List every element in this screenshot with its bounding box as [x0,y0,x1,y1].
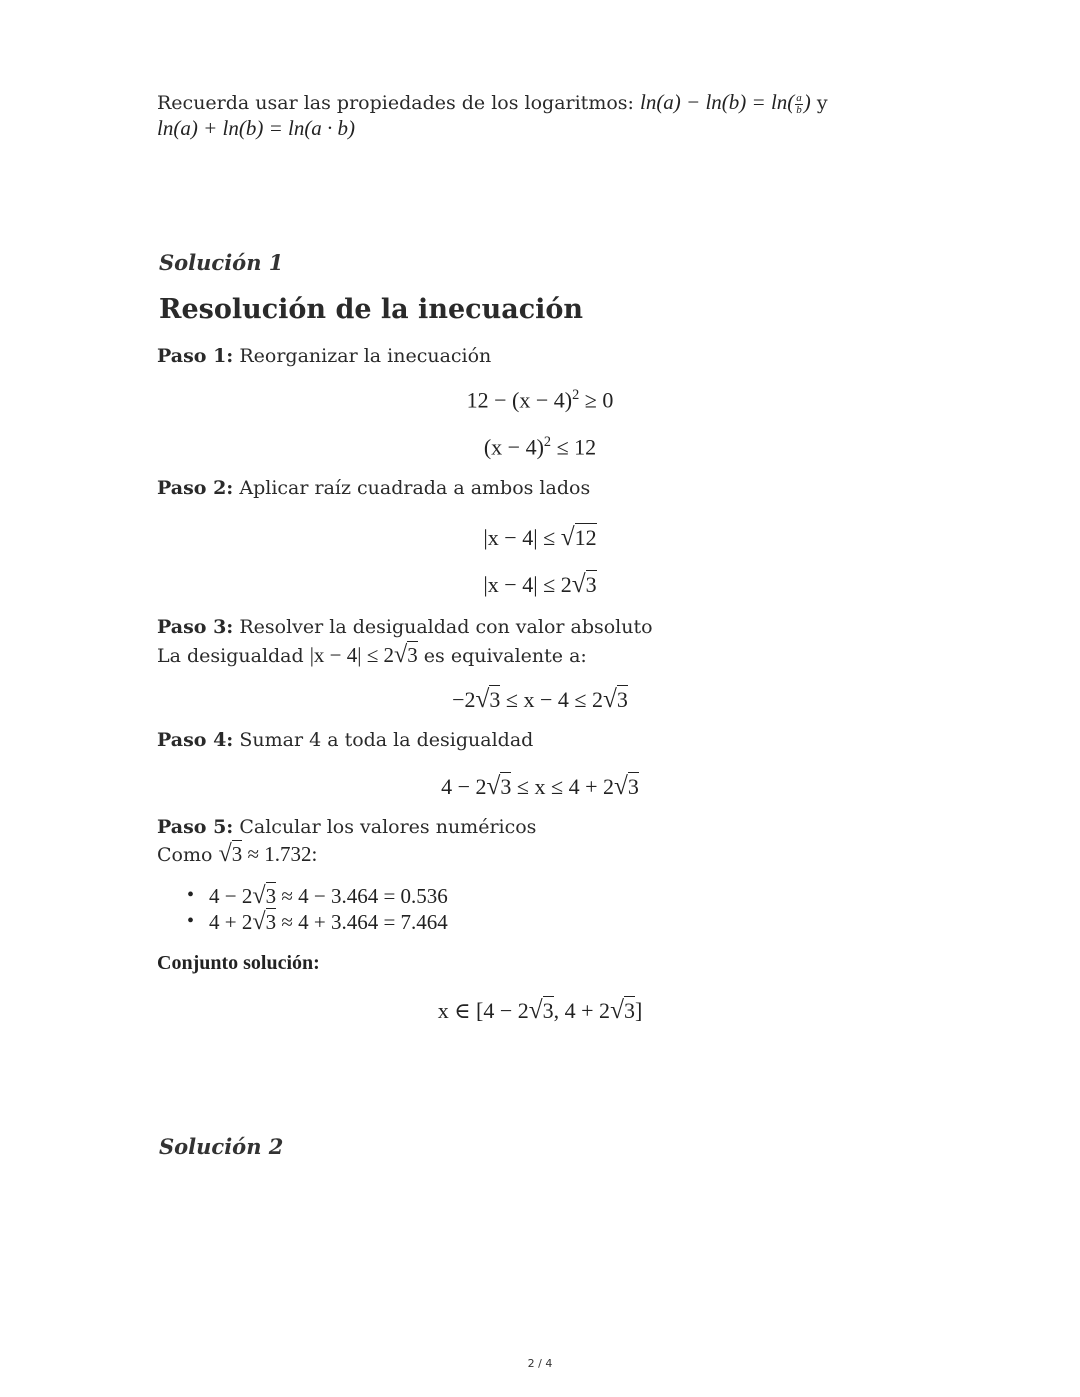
step-4-label: Paso 4: [157,729,234,751]
step-1-equation-2: $(x - 4)^2 \le 12$ [483,434,597,460]
intro-text: Recuerda usar las propiedades de los logaritmos: [157,92,634,114]
solution-1-label: Solución 1 [159,250,284,275]
step-2-text: Aplicar raíz cuadrada a ambos lados [239,477,591,499]
step-2 [157,477,590,499]
step-1-text: Reorganizar la inecuación [239,345,492,367]
step-2-label: Paso 2: [157,477,234,499]
solution-set-label: Conjunto solución: [157,952,320,974]
page-number: 2 / 4 [527,1357,553,1370]
step-5-line-2: Como √3 ≈ 1.732: [157,840,318,867]
step-2-equation-1: |x − 4| ≤ √12 [483,523,597,551]
step-4-text: Sumar 4 a toda la desigualdad [239,729,534,751]
step-1-equation-1: $12 - (x - 4)^2 \ge 0$ [466,387,614,413]
step-5-label: Paso 5: [157,816,234,838]
solution-2-label: Solución 2 [159,1134,284,1159]
step-5 [157,816,536,838]
log-property-subtraction: ln(a) − ln(b) = ln( $\frac{a}{b}$ ) [639,90,811,116]
intro-tail: y [816,92,828,114]
step-3 [157,616,653,638]
step-3-text: Resolver la desigualdad con valor absoluto [239,616,653,638]
step-5-text: Calcular los valores numéricos [239,816,537,838]
intro-line-1 [157,90,828,116]
step-3-equation: −2√3 ≤ x − 4 ≤ 2√3 [452,685,628,713]
section-title: Resolución de la inecuación [159,294,584,325]
step-2-equation-2: |x − 4| ≤ 2√3 [483,570,597,598]
step-1 [157,345,491,367]
step-1-label: Paso 1: [157,345,234,367]
list-item: • 4 − 2√3 ≈ 4 − 3.464 = 0.536 [157,883,448,909]
solution-set-equation: x ∈ [4 − 2√3, 4 + 2√3] [437,996,643,1024]
numeric-values-list [157,883,448,935]
step-3-line-2: La desigualdad |x − 4| ≤ 2√3 es equivalente a: [157,641,587,668]
list-item: • 4 + 2√3 ≈ 4 + 3.464 = 7.464 [157,909,448,935]
log-property-addition: ln(a) + ln(b) = ln(a · b) [157,116,356,140]
step-4-equation: 4 − 2√3 ≤ x ≤ 4 + 2√3 [441,772,639,800]
step-4 [157,729,533,751]
step-3-label: Paso 3: [157,616,234,638]
